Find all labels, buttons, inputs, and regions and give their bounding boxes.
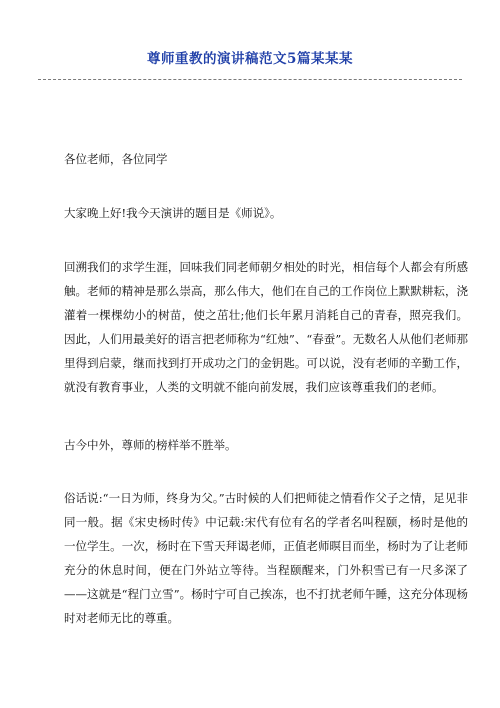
paragraph-salutation: 各位老师，各位同学 bbox=[64, 152, 168, 166]
document-title: 尊师重教的演讲稿范文5篇某某某 bbox=[147, 51, 353, 67]
paragraph-intro: 大家晚上好!我今天演讲的题目是《师说》。 bbox=[64, 206, 282, 220]
title-divider bbox=[38, 79, 462, 80]
paragraph-story: 俗话说:“一日为师，终身为父。”古时候的人们把师徒之情看作父子之情，足见非同一般。据《宋史杨时传》中记载:宋代有位有名的学者名叫程颐，杨时是他的一位学生。一次，杨时在下雪天拜谒老师，正值老师暝目而坐，杨时为了让老师充分的休息时间，便在门外站立等待。当程颐醒来，门外积雪已有一尺多深了——这就是“程门立雪”。杨时宁可自己挨冻，也不打扰老师午睡，这充分体现杨时对老师无比的尊重。 bbox=[64, 491, 468, 625]
paragraph-teacher-spirit: 回溯我们的求学生涯，回味我们同老师朝夕相处的时光，相信每个人都会有所感触。老师的精神是那么崇高，那么伟大，他们在自己的工作岗位上默默耕耘，浇灌着一棵棵幼小的树苗，使之茁壮;他们长年累月消耗自己的青春，照亮我们。因此，人们用最美好的语言把老师称为“红烛”、“春蚕”。无数名人从他们老师那里得到启蒙，继而找到打开成功之门的金钥匙。可以说，没有老师的辛勤工作，就没有教育事业，人类的文明就不能向前发展，我们应该尊重我们的老师。 bbox=[64, 260, 468, 394]
paragraph-examples: 古今中外，尊师的榜样举不胜举。 bbox=[64, 438, 237, 452]
